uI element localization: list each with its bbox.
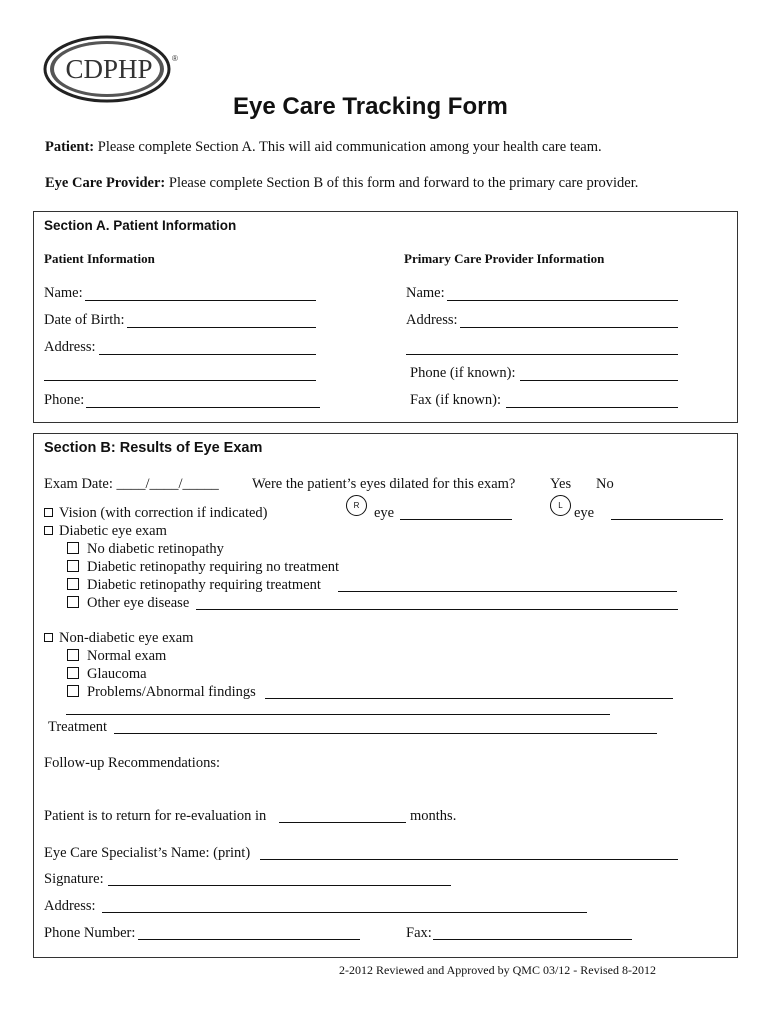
non-diabetic-option-2-checkbox[interactable] (67, 667, 79, 679)
logo-text: CDPHP (65, 54, 153, 84)
section-a-heading: Section A. Patient Information (44, 218, 237, 233)
patient-dob-label: Date of Birth: (44, 312, 125, 328)
non-diabetic-option-2-label: Glaucoma (87, 666, 147, 682)
specialist-fax-label: Fax: (406, 925, 432, 941)
diabetic-exam-option[interactable] (44, 523, 167, 540)
specialist-name-label: Eye Care Specialist’s Name: (print) (44, 845, 251, 861)
diabetic-option-4-label: Other eye disease (87, 595, 190, 611)
return-prefix: Patient is to return for re-evaluation in (44, 808, 267, 824)
non-diabetic-option-3-checkbox[interactable] (67, 685, 79, 697)
non-diabetic-exam-option[interactable] (44, 630, 193, 647)
pcp-fax-field[interactable] (506, 407, 678, 408)
provider-instruction (45, 175, 638, 192)
pcp-info-heading: Primary Care Provider Information (404, 251, 605, 266)
pcp-address-label: Address: (406, 312, 458, 328)
signature-field[interactable] (108, 885, 451, 886)
logo-registered-mark: ® (172, 54, 178, 63)
patient-name-field[interactable] (85, 300, 316, 301)
specialist-phone-field[interactable] (138, 939, 360, 940)
left-eye-icon: L (550, 495, 571, 516)
diabetic-option-4-checkbox[interactable] (67, 596, 79, 608)
diabetic-option-1-label: No diabetic retinopathy (87, 541, 224, 557)
patient-phone-field[interactable] (86, 407, 320, 408)
non-diabetic-option-1-label: Normal exam (87, 648, 167, 664)
exam-date-field[interactable]: Exam Date: ____/____/_____ (44, 476, 219, 492)
patient-info-heading: Patient Information (44, 251, 155, 266)
patient-instruction-label: Patient: (45, 139, 95, 155)
non-diabetic-exam-label: Non-diabetic eye exam (59, 630, 194, 646)
left-eye-vision-field[interactable] (611, 519, 723, 520)
non-diabetic-option-3-label: Problems/Abnormal findings (87, 684, 256, 700)
non-diabetic-option-1-checkbox[interactable] (67, 649, 79, 661)
section-a-box (33, 211, 738, 423)
pcp-address-field[interactable] (460, 327, 678, 328)
dilated-no-option[interactable]: No (596, 476, 614, 492)
patient-name-label: Name: (44, 285, 83, 301)
specialist-name-field[interactable] (260, 859, 678, 860)
return-suffix: months. (410, 808, 457, 824)
non-diabetic-option-2[interactable] (67, 666, 147, 683)
non-diabetic-option-1[interactable] (67, 648, 166, 665)
dilated-question: Were the patient’s eyes dilated for this exam? (252, 476, 516, 492)
patient-instruction-text: Please complete Section A. This will aid communication among your health care team. (94, 139, 602, 155)
diabetic-option-1-checkbox[interactable] (67, 542, 79, 554)
dilated-yes-option[interactable]: Yes (550, 476, 572, 492)
patient-phone-label: Phone: (44, 392, 85, 408)
diabetic-option-3[interactable] (67, 577, 321, 594)
right-eye-label: eye (374, 505, 395, 521)
footer-revision-note: 2-2012 Reviewed and Approved by QMC 03/12 - Revised 8-2012 (339, 963, 656, 977)
section-b-heading: Section B: Results of Eye Exam (44, 440, 263, 456)
left-eye-label: eye (574, 505, 595, 521)
pcp-name-field[interactable] (447, 300, 678, 301)
vision-label: Vision (with correction if indicated) (59, 505, 268, 521)
pcp-phone-label: Phone (if known): (410, 365, 516, 381)
patient-address-field[interactable] (99, 354, 316, 355)
signature-label: Signature: (44, 871, 104, 887)
patient-dob-field[interactable] (127, 327, 316, 328)
abnormal-findings-line-2[interactable] (66, 714, 610, 715)
treatment-field[interactable] (114, 733, 657, 734)
right-eye-vision-field[interactable] (400, 519, 512, 520)
cdphp-logo (42, 34, 182, 104)
patient-address-label: Address: (44, 339, 96, 355)
return-months-field[interactable] (279, 822, 406, 823)
diabetic-option-1[interactable] (67, 541, 224, 558)
vision-checkbox[interactable] (44, 508, 53, 517)
treatment-label: Treatment (48, 719, 108, 735)
pcp-address-line-2[interactable] (406, 354, 678, 355)
pcp-fax-label: Fax (if known): (410, 392, 502, 408)
patient-address-line-2[interactable] (44, 380, 316, 381)
provider-instruction-text: Please complete Section B of this form and forward to the primary care provider. (165, 175, 639, 191)
provider-instruction-label: Eye Care Provider: (45, 175, 166, 191)
right-eye-icon: R (346, 495, 367, 516)
treatment-required-field[interactable] (338, 591, 677, 592)
followup-label: Follow-up Recommendations: (44, 755, 220, 771)
vision-option[interactable] (44, 505, 268, 522)
diabetic-option-2-checkbox[interactable] (67, 560, 79, 572)
specialist-phone-label: Phone Number: (44, 925, 136, 941)
diabetic-exam-label: Diabetic eye exam (59, 523, 167, 539)
pcp-name-label: Name: (406, 285, 445, 301)
abnormal-findings-field[interactable] (265, 698, 673, 699)
diabetic-option-4[interactable] (67, 595, 189, 612)
diabetic-exam-checkbox[interactable] (44, 526, 53, 535)
patient-instruction (45, 139, 602, 156)
other-eye-disease-field[interactable] (196, 609, 678, 610)
diabetic-option-3-checkbox[interactable] (67, 578, 79, 590)
page-title: Eye Care Tracking Form (233, 93, 508, 120)
non-diabetic-exam-checkbox[interactable] (44, 633, 53, 642)
pcp-phone-field[interactable] (520, 380, 678, 381)
specialist-address-field[interactable] (102, 912, 587, 913)
diabetic-option-2[interactable] (67, 559, 339, 576)
specialist-address-label: Address: (44, 898, 96, 914)
diabetic-option-3-label: Diabetic retinopathy requiring treatment (87, 577, 321, 593)
non-diabetic-option-3[interactable] (67, 684, 256, 701)
diabetic-option-2-label: Diabetic retinopathy requiring no treatment (87, 559, 340, 575)
specialist-fax-field[interactable] (433, 939, 632, 940)
